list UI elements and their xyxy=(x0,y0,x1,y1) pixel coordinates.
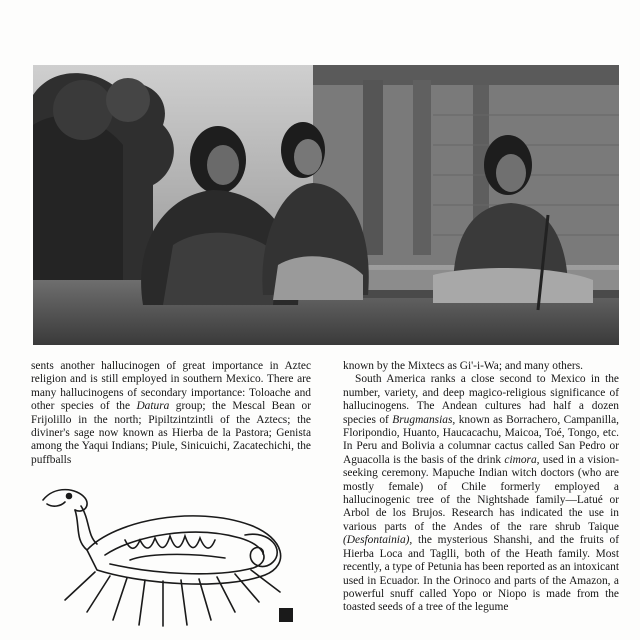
right-paragraph-1: known by the Mixtecs as Gi'-i-Wa; and many others. xyxy=(343,360,583,372)
right-text-column xyxy=(343,360,619,615)
italic-text: cimora, xyxy=(504,453,540,466)
photograph-image xyxy=(33,65,619,345)
right-paragraph-2 xyxy=(343,373,619,614)
italic-text: Brugmansias, xyxy=(392,413,456,426)
text-run: the mysterious Shanshi, and the fruits of Hierba Loca and Taglli, both of the Heath family. Most recently, a type of Petunia has been reported as an intoxicant used in Ecuador. In the Orinoco and parts of the Amazon, a powerful snuff called Yopo or Niopo is made from the toasted seeds of a tree of the legume xyxy=(343,534,620,614)
text-run: South America ranks a close second to Mexico in the number, variety, and deep magico-religious significance of hallucinogens. The Andean cultures had half a dozen species of xyxy=(343,373,619,426)
serpent-illustration xyxy=(35,480,305,630)
text-run: sents another hallucinogen of great importance in Aztec religion and is still employed in southern Mexico. There are many hallucinogens of secondary importance: Toloache and other species of the xyxy=(31,360,311,413)
left-paragraph xyxy=(31,360,311,467)
italic-text: Datura xyxy=(136,400,170,413)
text-run: used in a vision-seeking ceremony. Mapuche Indian witch doctors (who are mostly female) of Chile formerly employed a hallucinogenic tree of the Nightshade family—Latué or Arbol de los Brujos. Research has indicated the use in various parts of the Andes of the rare shrub Taique xyxy=(343,453,619,533)
text-run: known as Borrachero, Campanilla, Floripondio, Huanto, Haucacachu, Maicoa, Toé, Tongo, etc. In Peru and Bolivia a columnar cactus called San Pedro or Aguacolla is the basis of the drink xyxy=(343,413,619,466)
stylized-serpent-icon xyxy=(35,480,305,630)
left-text-column xyxy=(31,360,311,467)
photograph xyxy=(33,65,619,345)
text-run: group; the Mescal Bean or Frijolillo in the north; Pipiltzintzintli of the Aztecs; the diviner's sage now known as Hierba de la Pastora; Genista among the Yaqui Indians; Piule, Sinicuichi, Zacatechichi, the puffballs xyxy=(31,400,311,466)
italic-text: (Desfontainia), xyxy=(343,534,413,547)
